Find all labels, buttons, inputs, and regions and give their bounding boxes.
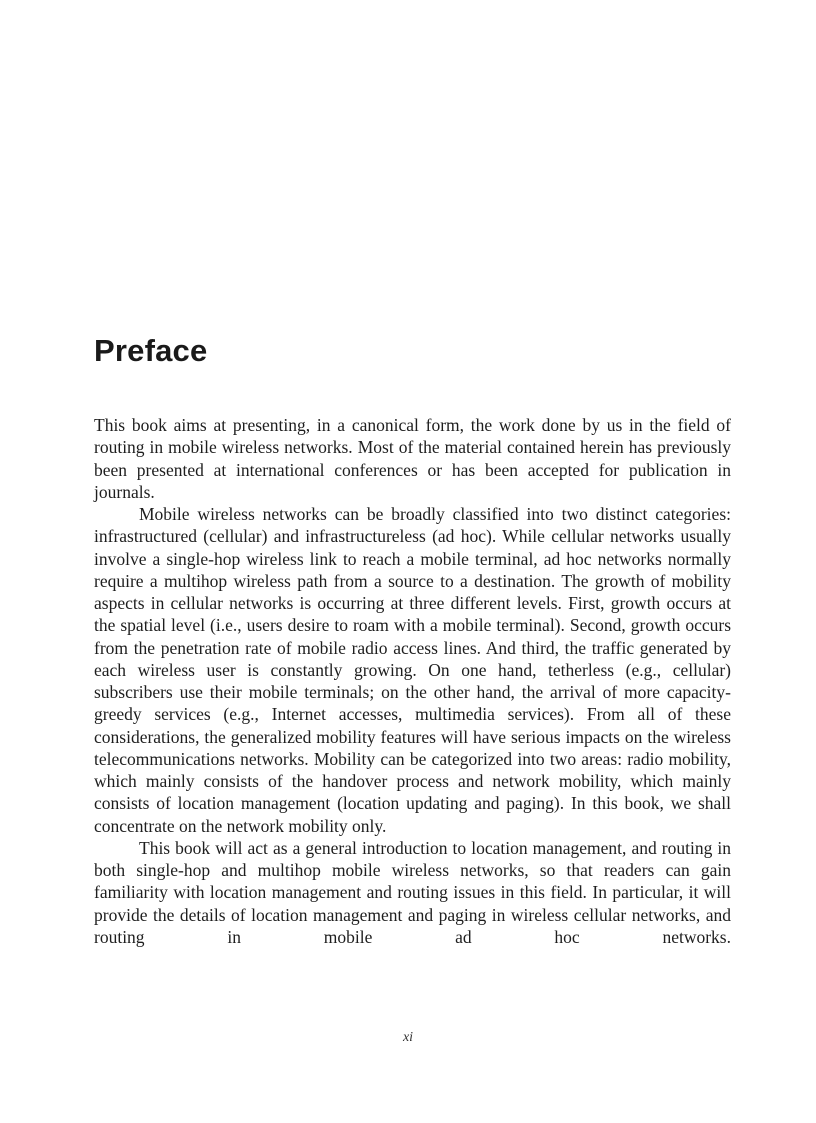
- paragraph-book-scope: This book will act as a general introduction to location management, and routing in both single-hop and multihop mobile wireless networks, so that readers can gain familiarity with location management and routing issues in this field. In particular, it will provide the details of location management and paging in wireless cellular networks, and routing in mobile ad hoc networks.: [94, 837, 731, 947]
- page-number: xi: [402, 1030, 414, 1045]
- preface-body: [94, 414, 731, 948]
- paragraph-intro: This book aims at presenting, in a canonical form, the work done by us in the field of routing in mobile wireless networks. Most of the material contained herein has previously been presented at international conferences or has been accepted for publication in journals.: [94, 415, 731, 502]
- chapter-heading: Preface: [94, 333, 208, 368]
- paragraph-networks: Mobile wireless networks can be broadly classified into two distinct categories: infrastructured (cellular) and infrastructureless (ad hoc). While cellular networks usually involve a single-hop wireless link to reach a mobile terminal, ad hoc networks normally require a multihop wireless path from a source to a destination. The growth of mobility aspects in cellular networks is occurring at three different levels. First, growth occurs at the spatial level (i.e., users desire to roam with a mobile terminal). Second, growth occurs from the penetration rate of mobile radio access lines. And third, the traffic generated by each wireless user is constantly growing. On one hand, tetherless (e.g., cellular) subscribers use their mobile terminals; on the other hand, the arrival of more capacity-greedy services (e.g., Internet accesses, multimedia services). From all of these considerations, the generalized mobility features will have serious impacts on the wireless telecommunications networks. Mobility can be categorized into two areas: radio mobility, which mainly consists of the handover process and network mobility, which mainly consists of location management (location updating and paging). In this book, we shall concentrate on the network mobility only.: [94, 504, 731, 836]
